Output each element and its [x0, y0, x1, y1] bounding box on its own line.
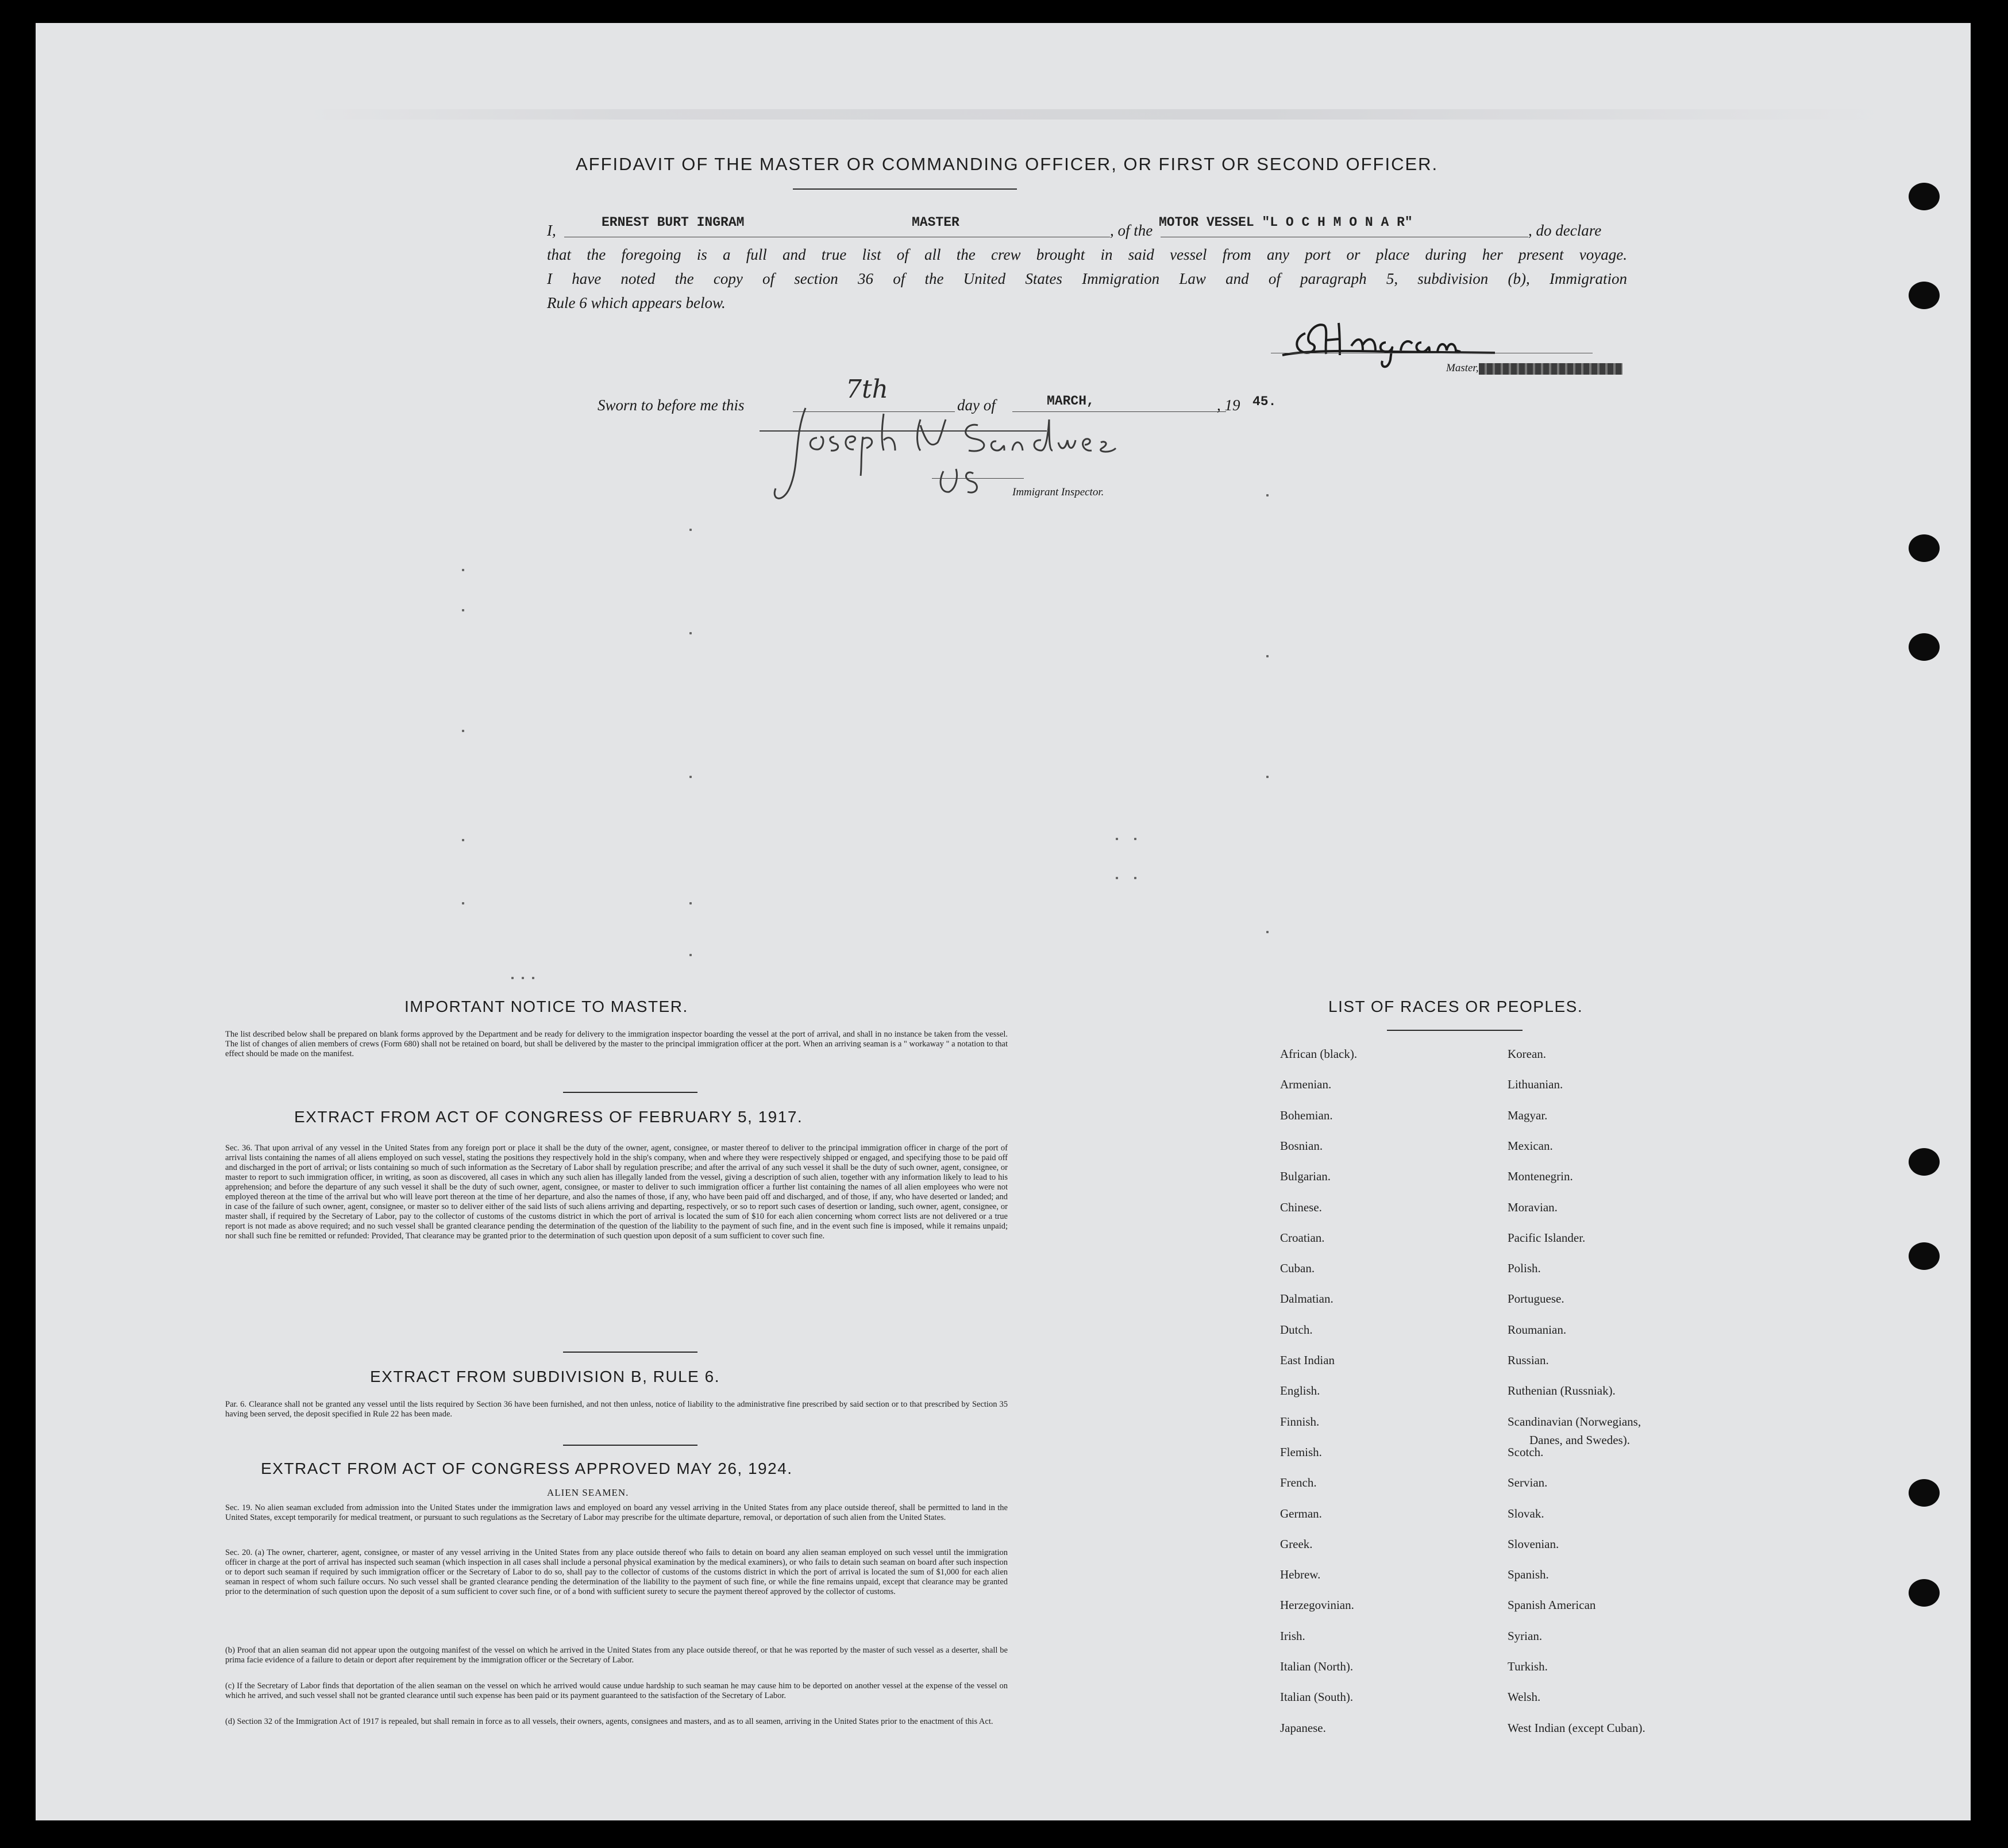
punch-hole-icon — [1909, 1148, 1940, 1176]
race-right-3: Mexican. — [1508, 1139, 1553, 1153]
race-right-1: Lithuanian. — [1508, 1077, 1563, 1091]
races-title: LIST OF RACES OR PEOPLES. — [1328, 998, 1583, 1015]
punch-hole-icon — [1909, 534, 1940, 562]
faint-mark — [689, 632, 692, 634]
faint-mark — [1266, 655, 1269, 657]
race-right-0: Korean. — [1508, 1047, 1547, 1061]
extract3-title: EXTRACT FROM ACT OF CONGRESS APPROVED MAY 26, 1924. — [261, 1460, 793, 1477]
year-prefix: , 19 — [1217, 396, 1240, 414]
affidavit-line-4: Rule 6 which appears below. — [547, 294, 726, 311]
extract3-sec20c: (c) If the Secretary of Labor finds that deportation of the alien seaman on the vessel on which he arrived would cause undue hardship to such seaman he may cause him to be deported on another vessel at the expense of the vessel on which he arrived, and such vessel shall not be granted clearance until such expense has been paid or its payment guaranteed to the satisfaction of the Secretary of Labor. — [225, 1681, 1008, 1700]
race-left-7: Cuban. — [1280, 1261, 1315, 1275]
race-left-22: Japanese. — [1280, 1721, 1326, 1735]
race-right-10: Russian. — [1508, 1353, 1549, 1367]
notice-title: IMPORTANT NOTICE TO MASTER. — [404, 998, 688, 1015]
master-name: ERNEST BURT INGRAM — [602, 215, 745, 230]
faint-mark — [511, 977, 514, 979]
race-left-9: Dutch. — [1280, 1323, 1313, 1337]
race-left-20: Italian (North). — [1280, 1660, 1354, 1673]
races-divider — [1387, 1030, 1523, 1031]
race-left-2: Bohemian. — [1280, 1108, 1333, 1122]
sworn-month: MARCH, — [1047, 394, 1094, 409]
race-left-3: Bosnian. — [1280, 1139, 1323, 1153]
race-left-5: Chinese. — [1280, 1200, 1322, 1214]
struck-out-title — [1479, 363, 1622, 375]
punch-hole-icon — [1909, 1479, 1940, 1507]
sworn-label: Sworn to before me this — [598, 396, 745, 414]
race-right-9: Roumanian. — [1508, 1323, 1567, 1337]
extract1-divider — [563, 1352, 697, 1353]
extract3-sec20a: Sec. 20. (a) The owner, charterer, agent, consignee, or master of any vessel arriving in the United States from any place outside thereof who fails to detain on board any alien seaman employed on such vessel until the immigration officer in charge at the port of arrival has inspected such seaman (which inspection in all cases shall include a personal physical examination by the medical examiners), or who fails to detain such seaman on board after such inspection or to deport such seaman if required by such immigration officer or the Secretary of Labor to do so, shall pay to the collector of customs of the customs district in which the port of arrival is located the sum of $1,000 for each alien seaman in respect of whom such failure occurs. No such vessel shall be granted clearance pending the determination of the liability to the payment of such fine, or while the fine remains unpaid, except that clearance may be granted prior to the determination of such question upon the deposit of a sum sufficient to cover such fine, or of a bond with sufficient surety to secure the payment thereof approved by the collector of customs. — [225, 1548, 1008, 1596]
faint-mark — [462, 839, 464, 841]
i-label: I, — [547, 222, 556, 239]
race-scandinavian-continued: Danes, and Swedes). — [1529, 1433, 1630, 1447]
extract2-title: EXTRACT FROM SUBDIVISION B, RULE 6. — [370, 1368, 720, 1385]
extract1-text: Sec. 36. That upon arrival of any vessel in the United States from any foreign port or place it shall be the duty of the owner, agent, consignee, or master thereof to deliver to the principal immigration officer in charge of the port of arrival lists containing the names of all aliens employed on such vessel, stating the positions they respectively hold in the ship's company, when and where they were respectively shipped or engaged, and specifying those to be paid off and discharged in the port of arrival; or lists containing so much of such information as the Secretary of Labor shall by regulation prescribe; and after the arrival of any such vessel it shall be the duty of such owner, agent, consignee, or master to report to such immigration officer, in writing, as soon as discovered, all cases in which any such alien has illegally landed from the vessel, giving a description of such alien, together with any information likely to lead to his apprehension; and before the departure of any such vessel it shall be the duty of such owner, agent, consignee, or master to deliver to such immigration officer a further list containing the names of all alien employees who were not employed thereon at the time of the arrival but who will leave port thereon at the time of her departure, and also the names of those, if any, who have been paid off and discharged, and of those, if any, who have deserted or landed; and in case of the failure of such owner, agent, consignee, or master so to deliver either of the said lists of such aliens arriving and departing, respectively, or so to report such cases of desertion or landing, such owner, agent, consignee, or master shall, if required by the Secretary of Labor, pay to the collector of customs of the customs district in which the port of arrival is located the sum of $10 for each alien concerning whom correct lists are not delivered or a true report is not made as above required; and no such vessel shall be granted clearance pending the determination of the question of the liability to the payment of such fine, and in the event such fine is imposed, while it remains unpaid; nor shall such fine be remitted or refunded: Provided, That clearance may be granted prior to the determination of such question upon deposit of a sum sufficient to cover such fine. — [225, 1144, 1008, 1241]
race-right-20: Turkish. — [1508, 1660, 1548, 1673]
race-left-12: Finnish. — [1280, 1415, 1320, 1429]
race-left-4: Bulgarian. — [1280, 1169, 1331, 1183]
race-right-18: Spanish American — [1508, 1598, 1596, 1612]
race-left-15: German. — [1280, 1507, 1322, 1520]
race-right-11: Ruthenian (Russniak). — [1508, 1384, 1616, 1397]
race-right-17: Spanish. — [1508, 1568, 1549, 1581]
faint-mark — [462, 609, 464, 611]
faint-mark — [1266, 776, 1269, 778]
punch-hole-icon — [1909, 633, 1940, 661]
race-left-1: Armenian. — [1280, 1077, 1332, 1091]
affidavit-line-3: I have noted the copy of section 36 of the United States Immigration Law and of paragraph 5, subdivision (b), Immigration — [547, 270, 1627, 287]
faint-mark — [1116, 877, 1118, 879]
affidavit-line-2: that the foregoing is a full and true list of all the crew brought in said vessel from any port or place during her present voyage. — [547, 246, 1627, 263]
race-right-5: Moravian. — [1508, 1200, 1558, 1214]
race-right-21: Welsh. — [1508, 1690, 1541, 1704]
faint-mark — [1116, 838, 1118, 840]
race-left-16: Greek. — [1280, 1537, 1313, 1551]
punch-hole-icon — [1909, 282, 1940, 309]
race-left-13: Flemish. — [1280, 1445, 1322, 1459]
race-left-14: French. — [1280, 1476, 1317, 1489]
of-the-label: , of the — [1110, 222, 1153, 239]
race-right-15: Slovak. — [1508, 1507, 1544, 1520]
inspector-signature-line — [932, 478, 1024, 479]
faint-mark — [1134, 838, 1136, 840]
race-right-4: Montenegrin. — [1508, 1169, 1573, 1183]
race-right-7: Polish. — [1508, 1261, 1541, 1275]
race-right-2: Magyar. — [1508, 1108, 1548, 1122]
faint-mark — [1266, 494, 1269, 496]
faint-mark — [462, 569, 464, 571]
faint-mark — [689, 776, 692, 778]
race-left-0: African (black). — [1280, 1047, 1358, 1061]
master-signature-label: Master, — [1446, 362, 1479, 374]
race-left-19: Irish. — [1280, 1629, 1305, 1643]
sworn-year: 45. — [1252, 394, 1277, 409]
race-left-21: Italian (South). — [1280, 1690, 1354, 1704]
race-left-17: Hebrew. — [1280, 1568, 1321, 1581]
faint-mark — [462, 730, 464, 732]
do-declare-label: , do declare — [1528, 222, 1602, 239]
race-left-11: English. — [1280, 1384, 1320, 1397]
document-page — [36, 23, 1971, 1820]
faint-mark — [532, 977, 534, 979]
faint-mark — [522, 977, 524, 979]
punch-hole-icon — [1909, 1242, 1940, 1270]
extract2-text: Par. 6. Clearance shall not be granted any vessel until the lists required by Section 36 have been furnished, and not then unless, notice of liability to the administrative fine prescribed by said section or to that prescribed by Section 35 having been served, the deposit specified in Rule 22 has been made. — [225, 1400, 1008, 1419]
bleed-through-text — [306, 109, 1886, 120]
inspector-label: Immigrant Inspector. — [1012, 486, 1104, 498]
vessel-name: MOTOR VESSEL "L O C H M O N A R" — [1159, 215, 1413, 230]
faint-mark — [689, 529, 692, 531]
title-divider — [793, 188, 1017, 190]
faint-mark — [1134, 877, 1136, 879]
race-left-18: Herzegovinian. — [1280, 1598, 1354, 1612]
extract3-sec20b: (b) Proof that an alien seaman did not appear upon the outgoing manifest of the vessel on which he arrived in the United States from any place outside thereof, or that he was reported by the master of such vessel as a deserter, shall be prima facie evidence of a failure to detain or deport after requirement by the immigration officer or the Secretary of Labor. — [225, 1646, 1008, 1665]
notice-text: The list described below shall be prepared on blank forms approved by the Department and be ready for delivery to the immigration inspector boarding the vessel at the port of arrival, and shall in no instance be taken from the vessel. The list of changes of alien members of crews (Form 680) shall not be retained on board, but shall be delivered by the master to the principal immigration officer at the port. When an arriving seaman is a " workaway " a notation to that effect should be made on the manifest. — [225, 1030, 1008, 1058]
extract2-divider — [563, 1445, 697, 1446]
punch-hole-icon — [1909, 1579, 1940, 1607]
faint-mark — [689, 954, 692, 956]
faint-mark — [689, 902, 692, 904]
sworn-day: 7th — [846, 375, 889, 404]
race-left-10: East Indian — [1280, 1353, 1335, 1367]
extract3-subtitle: ALIEN SEAMEN. — [547, 1487, 629, 1498]
race-right-8: Portuguese. — [1508, 1292, 1564, 1306]
race-right-22: West Indian (except Cuban). — [1508, 1721, 1645, 1735]
race-right-6: Pacific Islander. — [1508, 1231, 1586, 1245]
race-right-14: Servian. — [1508, 1476, 1548, 1489]
faint-mark — [462, 902, 464, 904]
extract3-sec19: Sec. 19. No alien seaman excluded from admission into the United States under the immigration laws and employed on board any vessel arriving in the United States from any place outside thereof, shall be permitted to land in the United States, except temporarily for medical treatment, or pursuant to such regulations as the Secretary of Labor may prescribe for the ultimate departure, removal, or deportation of such alien from the United States. — [225, 1503, 1008, 1522]
faint-mark — [1266, 931, 1269, 933]
day-of-label: day of — [957, 396, 996, 414]
race-left-6: Croatian. — [1280, 1231, 1325, 1245]
extract3-sec20d: (d) Section 32 of the Immigration Act of 1917 is repealed, but shall remain in force as to all vessels, their owners, agents, consignees and masters, and as to all seamen, arriving in the United States prior to the enactment of this Act. — [225, 1717, 993, 1726]
race-left-8: Dalmatian. — [1280, 1292, 1333, 1306]
master-rank: MASTER — [912, 215, 959, 230]
notice-divider — [563, 1092, 697, 1093]
affidavit-title: AFFIDAVIT OF THE MASTER OR COMMANDING OFFICER, OR FIRST OR SECOND OFFICER. — [576, 154, 1439, 174]
race-right-19: Syrian. — [1508, 1629, 1543, 1643]
extract1-title: EXTRACT FROM ACT OF CONGRESS OF FEBRUARY 5, 1917. — [294, 1108, 803, 1126]
race-right-13: Scotch. — [1508, 1445, 1544, 1459]
race-right-12: Scandinavian (Norwegians, — [1508, 1415, 1641, 1429]
punch-hole-icon — [1909, 183, 1940, 210]
race-right-16: Slovenian. — [1508, 1537, 1559, 1551]
